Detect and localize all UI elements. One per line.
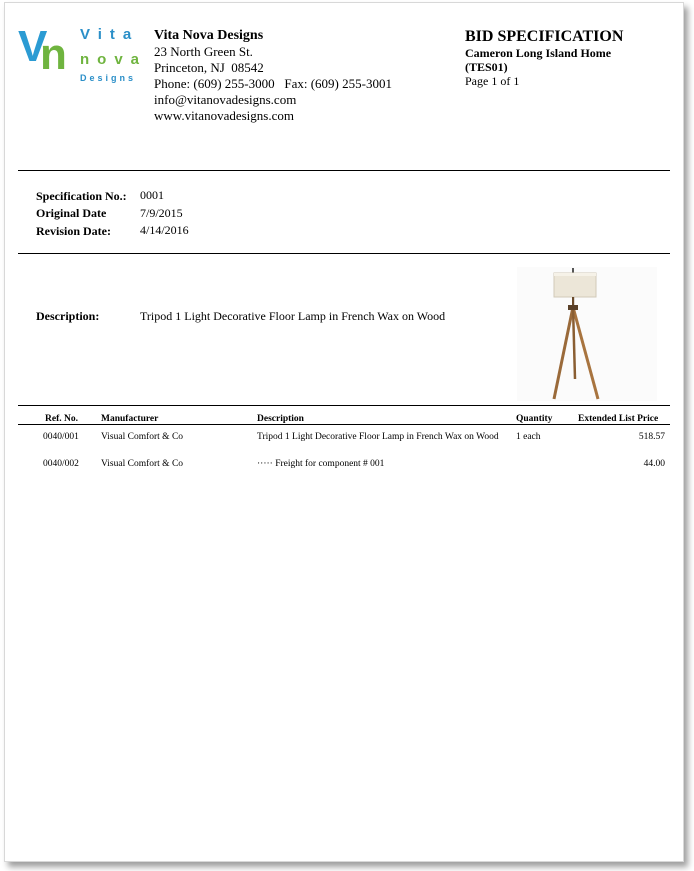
document-title-block: [465, 28, 623, 88]
logo-mark-v: V: [18, 22, 44, 71]
logo-word-vita: Vita: [80, 26, 140, 43]
company-phone-fax: Phone: (609) 255-3000 Fax: (609) 255-3001: [154, 76, 392, 91]
spec-number-value: 0001: [140, 188, 164, 202]
description-text: Tripod 1 Light Decorative Floor Lamp in French Wax on Wood: [140, 309, 446, 323]
product-image-floor-lamp: [517, 267, 657, 401]
divider-middle: [18, 253, 670, 254]
page-number: Page 1 of 1: [465, 74, 520, 88]
project-name: Cameron Long Island Home: [465, 46, 612, 60]
revision-date-value: 4/14/2016: [140, 223, 189, 237]
cell-manufacturer: Visual Comfort & Co: [101, 459, 184, 469]
col-header-description: Description: [257, 414, 304, 424]
document-page: [4, 2, 684, 862]
divider-table-top: [18, 405, 670, 406]
cell-price: 518.57: [638, 432, 665, 442]
cell-ref: 0040/002: [43, 459, 79, 469]
company-name: Vita Nova Designs: [154, 28, 264, 43]
cell-manufacturer: Visual Comfort & Co: [101, 432, 184, 442]
logo-mark-n: n: [40, 30, 63, 79]
company-address-line1: 23 North Green St.: [154, 44, 253, 59]
document-title: BID SPECIFICATION: [465, 28, 624, 45]
logo-word-nova: nova: [80, 51, 148, 68]
cell-quantity: 1 each: [516, 432, 541, 442]
revision-date-label: Revision Date:: [36, 224, 111, 238]
logo-word-designs: Designs: [80, 73, 137, 83]
col-header-ref: Ref. No.: [45, 414, 78, 424]
company-email: info@vitanovadesigns.com: [154, 92, 297, 107]
company-info: [154, 28, 392, 124]
col-header-manufacturer: Manufacturer: [101, 414, 159, 424]
col-header-quantity: Quantity: [516, 414, 553, 424]
cell-price: 44.00: [643, 459, 665, 469]
cell-description: Tripod 1 Light Decorative Floor Lamp in French Wax on Wood: [257, 432, 499, 442]
col-header-price: Extended List Price: [578, 414, 659, 424]
original-date-value: 7/9/2015: [140, 206, 183, 220]
table-header-rule: [18, 424, 670, 425]
project-code: (TES01): [465, 60, 508, 74]
description-label: Description:: [36, 309, 100, 323]
company-logo: [18, 23, 148, 85]
original-date-label: Original Date: [36, 206, 107, 220]
cell-ref: 0040/001: [43, 432, 79, 442]
company-website: www.vitanovadesigns.com: [154, 108, 294, 123]
divider-top: [18, 170, 670, 171]
spec-number-label: Specification No.:: [36, 189, 127, 203]
company-address-line2: Princeton, NJ 08542: [154, 60, 264, 75]
cell-description: ····· Freight for component # 001: [257, 459, 385, 469]
